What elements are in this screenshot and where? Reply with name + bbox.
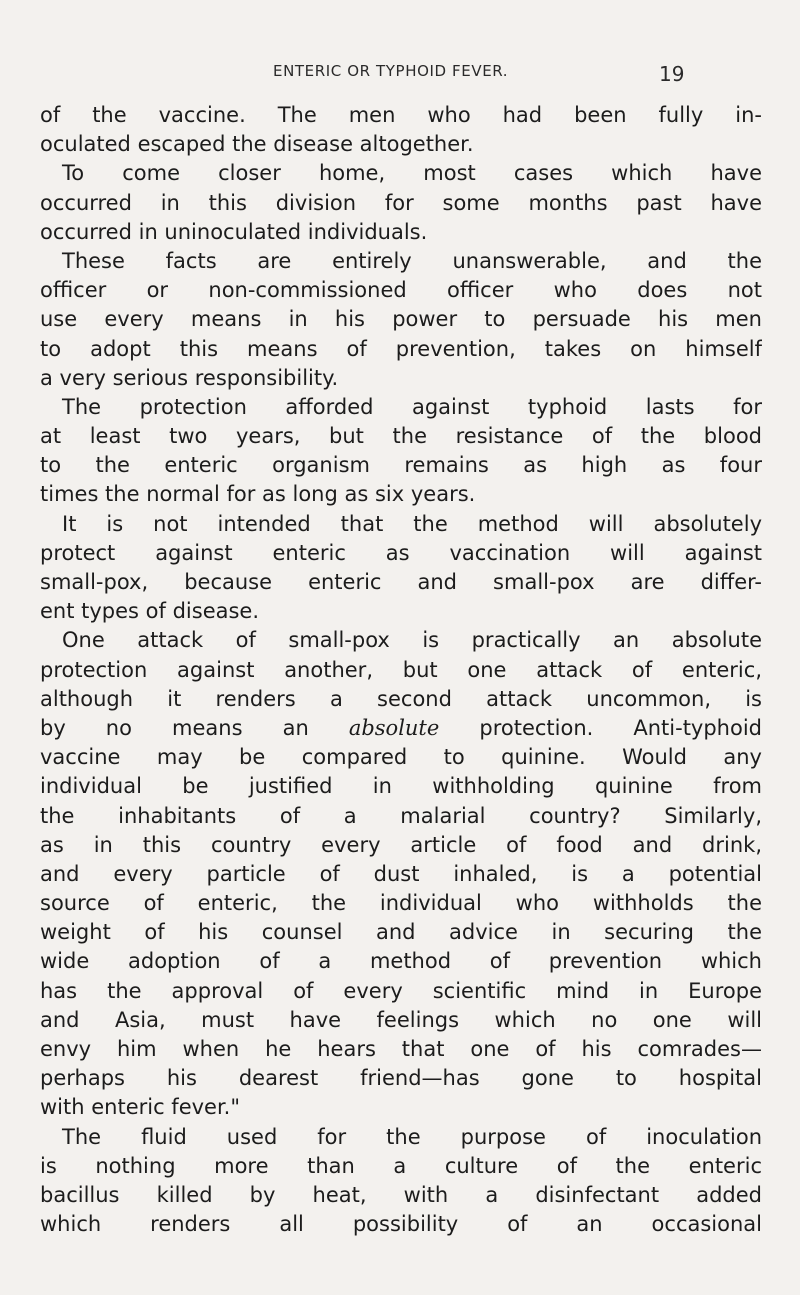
text-line: and every particle of dust inhaled, is a potential bbox=[40, 861, 762, 886]
text-line: weight of his counsel and advice in securing the bbox=[40, 920, 762, 945]
text-line: times the normal for as long as six years. bbox=[40, 482, 476, 507]
text-line: a very serious responsibility. bbox=[40, 365, 339, 390]
text-line: ent types of disease. bbox=[40, 599, 260, 624]
text-line: protect against enteric as vaccination will against bbox=[40, 540, 762, 565]
page-number: 19 bbox=[659, 62, 685, 86]
text-line: as in this country every article of food and drink, bbox=[40, 832, 762, 857]
text-line: has the approval of every scientific mind in Europe bbox=[40, 978, 762, 1003]
text-line-with-italic bbox=[40, 714, 762, 743]
text-line: and Asia, must have feelings which no one will bbox=[40, 1007, 762, 1032]
text-line: perhaps his dearest friend—has gone to hospital bbox=[40, 1066, 762, 1091]
text-line: The fluid used for the purpose of inoculation bbox=[62, 1124, 762, 1149]
text-line: To come closer home, most cases which have bbox=[62, 161, 762, 186]
text-line: is nothing more than a culture of the enteric bbox=[40, 1153, 762, 1178]
text-line: protection against another, but one attack of enteric, bbox=[40, 657, 762, 682]
text-line: to the enteric organism remains as high as four bbox=[40, 453, 762, 478]
text-line: occurred in this division for some months past have bbox=[40, 190, 762, 215]
text-line: bacillus killed by heat, with a disinfectant added bbox=[40, 1182, 762, 1207]
text-segment: by no means an bbox=[40, 715, 349, 740]
text-line: use every means in his power to persuade his men bbox=[40, 307, 762, 332]
text-line: with enteric fever." bbox=[40, 1095, 241, 1120]
text-line: source of enteric, the individual who withholds the bbox=[40, 891, 762, 916]
text-line: oculated escaped the disease altogether. bbox=[40, 132, 474, 157]
text-line: individual be justified in withholding quinine from bbox=[40, 774, 762, 799]
running-head bbox=[0, 62, 800, 88]
text-line: vaccine may be compared to quinine. Would any bbox=[40, 745, 762, 770]
text-line: which renders all possibility of an occasional bbox=[40, 1212, 762, 1237]
text-line: It is not intended that the method will absolutely bbox=[62, 511, 762, 536]
text-line: to adopt this means of prevention, takes on himself bbox=[40, 336, 762, 361]
running-title: ENTERIC OR TYPHOID FEVER. bbox=[273, 62, 509, 80]
text-segment: protection. Anti-typhoid bbox=[439, 715, 762, 740]
body-text bbox=[40, 101, 762, 1239]
text-line: the inhabitants of a malarial country? Similarly, bbox=[40, 803, 762, 828]
text-line: small-pox, because enteric and small-pox are differ- bbox=[40, 570, 762, 594]
text-line: of the vaccine. The men who had been fully in- bbox=[40, 103, 762, 127]
text-line: at least two years, but the resistance of the blood bbox=[40, 424, 762, 449]
text-line: One attack of small-pox is practically an absolute bbox=[62, 628, 762, 653]
italic-word: absolute bbox=[348, 715, 440, 740]
text-line: These facts are entirely unanswerable, and the bbox=[62, 248, 762, 273]
text-line: although it renders a second attack uncommon, is bbox=[40, 686, 762, 711]
text-line: officer or non-commissioned officer who does not bbox=[40, 278, 762, 303]
text-line: occurred in uninoculated individuals. bbox=[40, 219, 428, 244]
text-line: wide adoption of a method of prevention which bbox=[40, 949, 762, 974]
text-line: The protection afforded against typhoid lasts for bbox=[62, 394, 762, 419]
text-line: envy him when he hears that one of his comrades— bbox=[40, 1037, 762, 1061]
